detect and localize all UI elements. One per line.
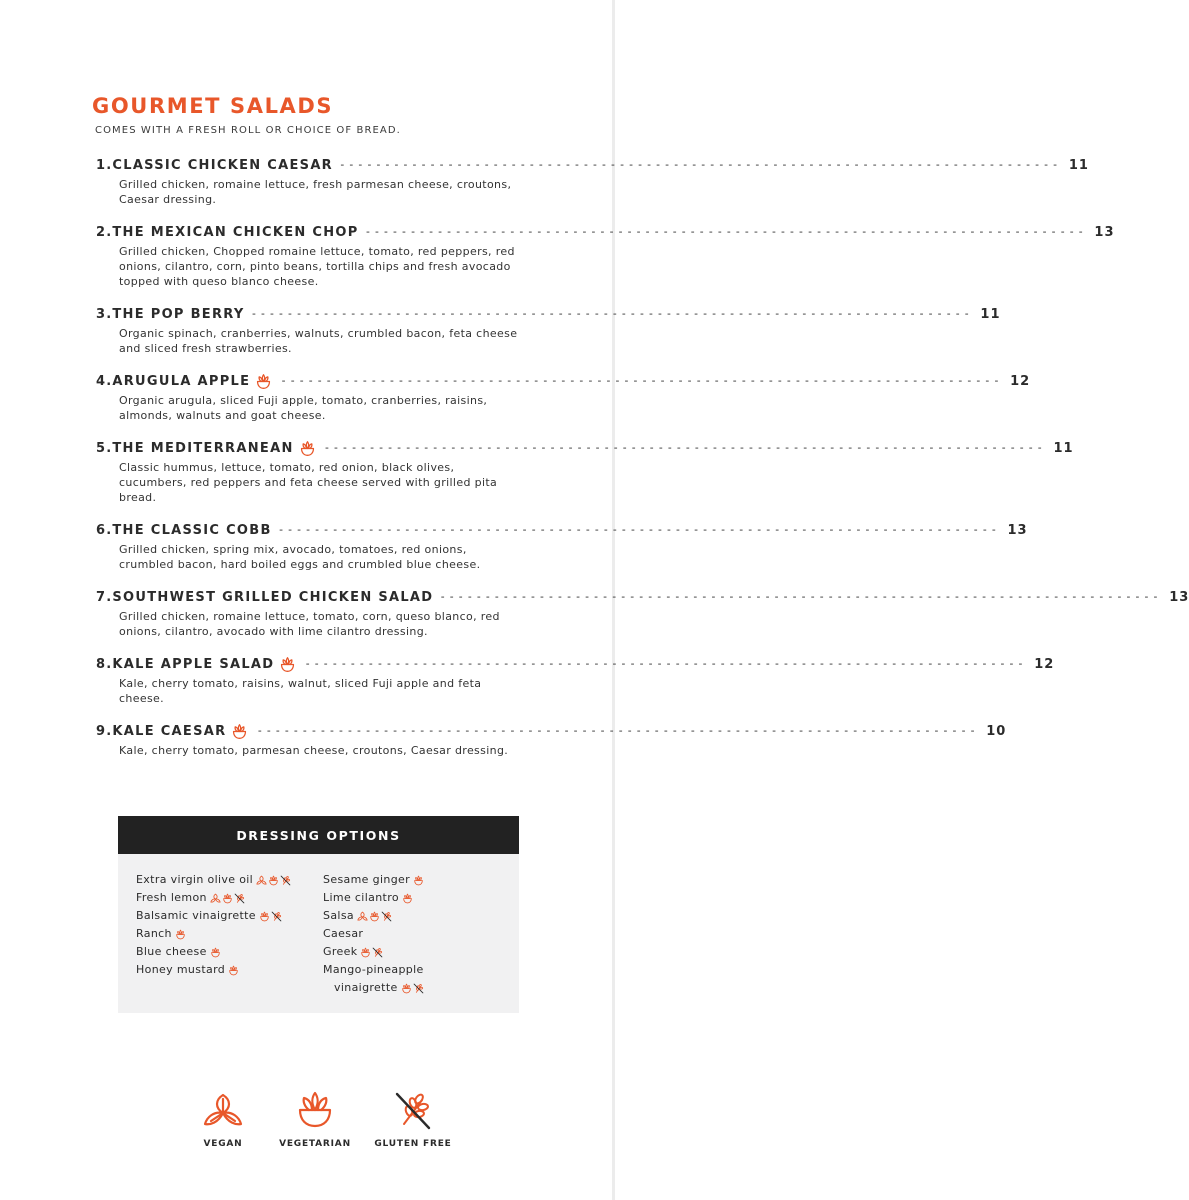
dressing-item [323, 925, 510, 943]
menu-item [96, 223, 1115, 289]
menu-item-header [96, 521, 1028, 539]
vegetarian-icon [255, 373, 274, 390]
menu-item-description: Kale, cherry tomato, parmesan cheese, croutons, Caesar dressing. [119, 744, 509, 757]
vegan-icon [256, 875, 268, 886]
menu-item-description: Kale, cherry tomato, raisins, walnut, sliced Fuji apple and feta cheese. [119, 677, 482, 705]
dressing-item [323, 943, 510, 961]
menu-item-diet-icons [231, 723, 250, 740]
vegetarian-icon [401, 983, 413, 994]
menu-item-name: THE CLASSIC COBB [112, 522, 272, 538]
menu-item-price: 12 [1010, 373, 1031, 389]
legend-vegetarian-label: VEGETARIAN [279, 1139, 351, 1149]
legend-gluten-free-label: GLUTEN FREE [374, 1139, 452, 1149]
menu-item-name: THE POP BERRY [112, 306, 245, 322]
dressing-item-name: Extra virgin olive oil [136, 873, 254, 886]
menu-item-description: Organic spinach, cranberries, walnuts, crumbled bacon, feta cheese and sliced fresh strawberries. [119, 327, 518, 355]
menu-item-price: 10 [986, 723, 1007, 739]
gluten-free-icon [413, 983, 425, 994]
dotted-leader: -------------------------------------------------------------------------------- [250, 307, 973, 320]
menu-item-price: 13 [1169, 589, 1189, 605]
vegan-icon [210, 893, 222, 904]
menu-item-number: 1. [96, 157, 113, 173]
dressing-item-name: Mango-pineapple [323, 963, 424, 976]
dotted-leader: -------------------------------------------------------------------------------- [304, 657, 1027, 670]
dressing-diet-icons [228, 965, 240, 976]
menu-item [96, 156, 1089, 207]
menu-item-number: 2. [96, 224, 113, 240]
dressing-item [136, 871, 323, 889]
gluten-free-icon [392, 1090, 434, 1132]
vegan-icon [357, 911, 369, 922]
menu-item-description: Grilled chicken, romaine lettuce, tomato, corn, queso blanco, red onions, cilantro, avocado with lime cilantro dressing. [119, 610, 500, 638]
menu-item-number: 8. [96, 656, 113, 672]
menu-item-number: 3. [96, 306, 113, 322]
dressing-item-name: Blue cheese [136, 945, 207, 958]
gluten-free-icon [381, 911, 393, 922]
dressing-item-name: Fresh lemon [136, 891, 207, 904]
dressing-diet-icons [259, 911, 283, 922]
dressing-item [323, 871, 510, 889]
dressing-item-name: Lime cilantro [323, 891, 399, 904]
menu-item-name: SOUTHWEST GRILLED CHICKEN SALAD [112, 589, 434, 605]
diet-legend [0, 1090, 615, 1170]
dressing-diet-icons [357, 911, 393, 922]
menu-item-header [96, 372, 1031, 390]
menu-item-price: 11 [980, 306, 1001, 322]
vegetarian-icon [402, 893, 414, 904]
dotted-leader: -------------------------------------------------------------------------------- [339, 158, 1061, 171]
dressing-column-right [323, 871, 510, 997]
menu-item [96, 588, 1189, 639]
dressing-item [136, 907, 323, 925]
vegetarian-icon [279, 656, 298, 673]
section-title: GOURMET SALADS [92, 94, 334, 118]
gluten-free-icon [372, 947, 384, 958]
gluten-free-icon [234, 893, 246, 904]
dressing-item [136, 961, 323, 979]
menu-item-header [96, 722, 1007, 740]
menu-item-name: KALE APPLE SALAD [112, 656, 275, 672]
legend-vegan [183, 1090, 263, 1150]
menu-item-name: CLASSIC CHICKEN CAESAR [112, 157, 333, 173]
menu-item-description: Grilled chicken, romaine lettuce, fresh parmesan cheese, croutons, Caesar dressing. [119, 178, 512, 206]
dotted-leader: -------------------------------------------------------------------------------- [277, 523, 1000, 536]
dressing-item [136, 889, 323, 907]
dressing-item-name: Caesar [323, 927, 364, 940]
menu-item-header [96, 305, 1001, 323]
menu-item-price: 11 [1053, 440, 1074, 456]
menu-item-header [96, 156, 1089, 174]
vegetarian-icon [175, 929, 187, 940]
menu-item-number: 7. [96, 589, 113, 605]
dotted-leader: -------------------------------------------------------------------------------- [256, 724, 979, 737]
menu-item [96, 655, 1055, 706]
vegetarian-icon [369, 911, 381, 922]
menu-item-diet-icons [279, 656, 298, 673]
dressing-item [323, 979, 510, 997]
dressing-options-header: DRESSING OPTIONS [118, 816, 519, 854]
dressing-item [323, 961, 510, 979]
dressing-item-name: Greek [323, 945, 358, 958]
dressing-diet-icons [256, 875, 292, 886]
dressing-diet-icons [360, 947, 384, 958]
dressing-diet-icons [401, 983, 425, 994]
gluten-free-icon [280, 875, 292, 886]
menu-item-price: 11 [1068, 157, 1089, 173]
dressing-item [323, 889, 510, 907]
menu-item [96, 521, 1028, 572]
section-subtitle: COMES WITH A FRESH ROLL OR CHOICE OF BREAD. [95, 125, 401, 136]
menu-item-diet-icons [299, 440, 318, 457]
dressing-diet-icons [210, 947, 222, 958]
menu-item-number: 6. [96, 522, 113, 538]
dressing-item [136, 943, 323, 961]
dressing-column-left [136, 871, 323, 997]
menu-item-header [96, 439, 1074, 457]
salad-menu-list [96, 156, 1189, 774]
vegetarian-icon [231, 723, 250, 740]
dotted-leader: -------------------------------------------------------------------------------- [280, 374, 1003, 387]
menu-item [96, 305, 1001, 356]
menu-item-price: 12 [1034, 656, 1055, 672]
menu-item [96, 439, 1074, 505]
dotted-leader: -------------------------------------------------------------------------------- [439, 590, 1162, 603]
dressing-diet-icons [413, 875, 425, 886]
vegetarian-icon [294, 1090, 336, 1132]
menu-item-name: ARUGULA APPLE [112, 373, 251, 389]
menu-item-description: Grilled chicken, Chopped romaine lettuce, tomato, red peppers, red onions, cilantro, corn, pinto beans, tortilla chips and fresh avocado topped with queso blanco cheese. [119, 245, 515, 288]
menu-item-price: 13 [1007, 522, 1028, 538]
dressing-diet-icons [175, 929, 187, 940]
vegetarian-icon [360, 947, 372, 958]
menu-item-number: 4. [96, 373, 113, 389]
menu-item-name: KALE CAESAR [112, 723, 227, 739]
menu-item-name: THE MEXICAN CHICKEN CHOP [112, 224, 359, 240]
gluten-free-icon [271, 911, 283, 922]
dressing-diet-icons [402, 893, 414, 904]
dressing-item-name: Salsa [323, 909, 355, 922]
dotted-leader: -------------------------------------------------------------------------------- [323, 441, 1046, 454]
menu-item [96, 372, 1031, 423]
legend-vegetarian [275, 1090, 355, 1150]
menu-item-header [96, 223, 1115, 241]
dressing-diet-icons [210, 893, 246, 904]
dressing-item-name: vinaigrette [334, 981, 398, 994]
dressing-item [136, 925, 323, 943]
menu-item-price: 13 [1094, 224, 1115, 240]
dressing-options-panel [118, 816, 519, 1013]
vegetarian-icon [259, 911, 271, 922]
legend-gluten-free [373, 1090, 453, 1150]
menu-item-description: Organic arugula, sliced Fuji apple, tomato, cranberries, raisins, almonds, walnuts and goat cheese. [119, 394, 488, 422]
menu-item-description: Grilled chicken, spring mix, avocado, tomatoes, red onions, crumbled bacon, hard boiled eggs and crumbled blue cheese. [119, 543, 481, 571]
dressing-item [323, 907, 510, 925]
menu-item-number: 9. [96, 723, 113, 739]
menu-item-description: Classic hummus, lettuce, tomato, red onion, black olives, cucumbers, red peppers and feta cheese served with grilled pita bread. [119, 461, 498, 504]
dressing-item-name: Honey mustard [136, 963, 226, 976]
menu-item-diet-icons [255, 373, 274, 390]
vegetarian-icon [413, 875, 425, 886]
vegetarian-icon [210, 947, 222, 958]
menu-item-header [96, 588, 1189, 606]
dressing-item-name: Sesame ginger [323, 873, 411, 886]
vegan-icon [202, 1090, 244, 1132]
vegetarian-icon [228, 965, 240, 976]
dressing-item-name: Balsamic vinaigrette [136, 909, 256, 922]
menu-item-number: 5. [96, 440, 113, 456]
menu-item [96, 722, 1007, 758]
vegetarian-icon [299, 440, 318, 457]
menu-item-name: THE MEDITERRANEAN [112, 440, 294, 456]
dressing-item-name: Ranch [136, 927, 172, 940]
vegetarian-icon [268, 875, 280, 886]
vegetarian-icon [222, 893, 234, 904]
dotted-leader: -------------------------------------------------------------------------------- [364, 225, 1087, 238]
legend-vegan-label: VEGAN [203, 1139, 243, 1149]
menu-item-header [96, 655, 1055, 673]
